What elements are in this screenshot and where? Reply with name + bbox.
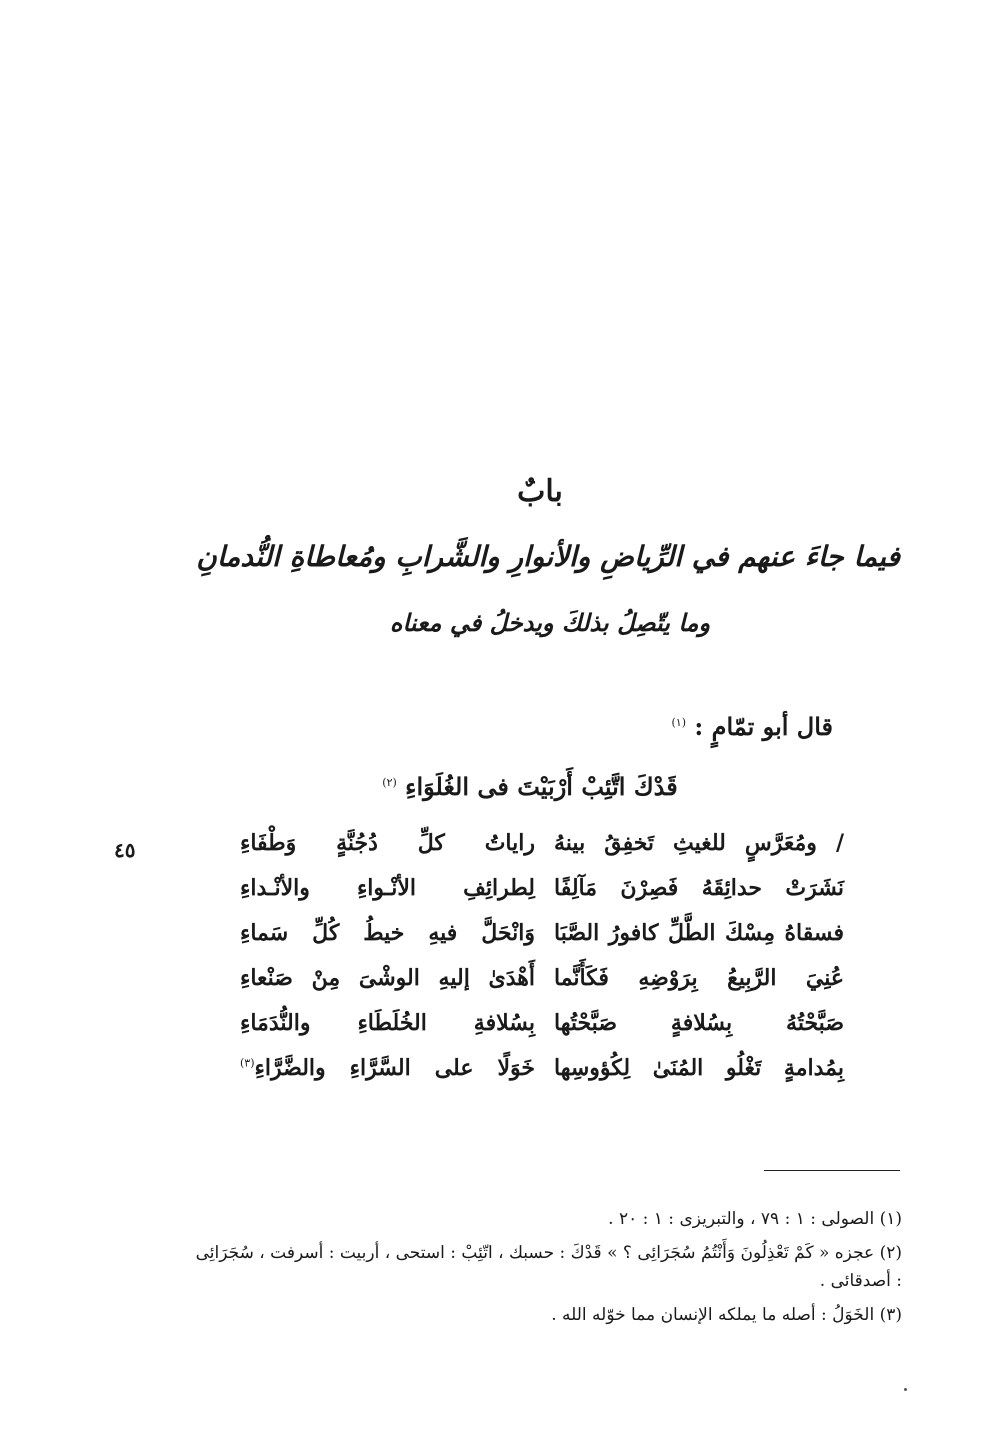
- verse-row: [240, 875, 844, 920]
- verse-row: [240, 965, 844, 1010]
- chapter-heading: بابٌ: [517, 474, 563, 509]
- opening-hemistich: [370, 772, 690, 801]
- verse-second-hemistich: بِسُلافةِ الخُلَطَاءِ والنُّدَمَاءِ: [240, 1010, 535, 1036]
- verse-second-hemistich: [240, 1055, 535, 1081]
- verse-row: [240, 920, 844, 965]
- verse-second-hemistich: راياتُ كلِّ دُجُنَّةٍ وَطْفَاءِ: [240, 830, 535, 856]
- verse-second-hemistich: وَانْحَلَّ فيهِ خيطُ كُلِّ سَماءِ: [240, 920, 535, 946]
- chapter-subtitle: وما يتّصِلُ بذلكَ ويدخلُ في معناه: [389, 608, 711, 637]
- verse-first-hemistich: / ومُعَرَّسٍ للغيثِ تَخفِقُ بينهُ: [554, 830, 844, 856]
- footnote-ref-1: (١): [671, 716, 687, 729]
- verse-first-hemistich: صَبَّحْتُهُ بِسُلافةٍ صَبَّحْتُها: [554, 1010, 844, 1036]
- footnote-2: (٢) عجزه « كَمْ تَعْذِلُونَ وَأَنْتُمُ سُجَرَائِى ؟ » قَدْكَ : حسبك ، اتّئِبْ : استحى ، أربيت : أسرفت ، سُجَرَائِى : أصدقائى .: [195, 1243, 902, 1291]
- opening-hemistich-text: قَدْكَ اتَّئِبْ أَرْبَيْتَ فى الغُلَوَاءِ: [405, 772, 678, 801]
- verse-second-hemistich-text: خَوَلًا على السَّرَّاءِ والضَّرَّاءِ: [254, 1055, 535, 1081]
- poet-intro: [672, 712, 834, 741]
- footnote-1: (١) الصولى : ١ : ٧٩ ، والتبريزى : ١ : ٢٠ .: [608, 1209, 902, 1229]
- poem-verses: [240, 830, 844, 1100]
- verse-row: [240, 830, 844, 875]
- verse-first-hemistich: بِمُدامةٍ تَغْلُو المُنَىٰ لِكُؤوسِها: [554, 1055, 844, 1081]
- scan-speck: [904, 1388, 907, 1391]
- footnote-ref-3: (٣): [240, 1056, 255, 1070]
- poet-intro-text: قال أبو تمّامٍ :: [694, 712, 833, 741]
- verse-second-hemistich: لِطرائِفِ الأنْـواءِ والأنْـداءِ: [240, 875, 535, 901]
- footnotes: [190, 1205, 902, 1335]
- verse-first-hemistich: عُنِيَ الرَّبِيعُ بِرَوْضِهِ فَكَأَنَّما: [554, 965, 844, 991]
- verse-row: [240, 1055, 844, 1100]
- verse-row: [240, 1010, 844, 1055]
- verse-first-hemistich: نَشَرَتْ حدائِقَهُ فَصِرْنَ مَآلِفًا: [554, 875, 844, 901]
- footnote-ref-2: (٢): [382, 776, 397, 789]
- verse-second-hemistich: أَهْدَىٰ إليهِ الوشْىَ مِنْ صَنْعاءِ: [240, 965, 535, 991]
- footnote-3: (٣) الخَوَلُ : أصله ما يملكه الإنسان مما خوّله الله .: [551, 1305, 902, 1325]
- page-number: ٤٥: [114, 838, 136, 862]
- footnote-divider: [764, 1170, 900, 1171]
- chapter-title: فيما جاءَ عنهم في الرِّياضِ والأنوارِ والشَّرابِ ومُعاطاةِ النُّدمانِ: [196, 540, 900, 573]
- verse-first-hemistich: فسقاهُ مِسْكَ الطَّلِّ كافورُ الصَّبَا: [554, 920, 844, 946]
